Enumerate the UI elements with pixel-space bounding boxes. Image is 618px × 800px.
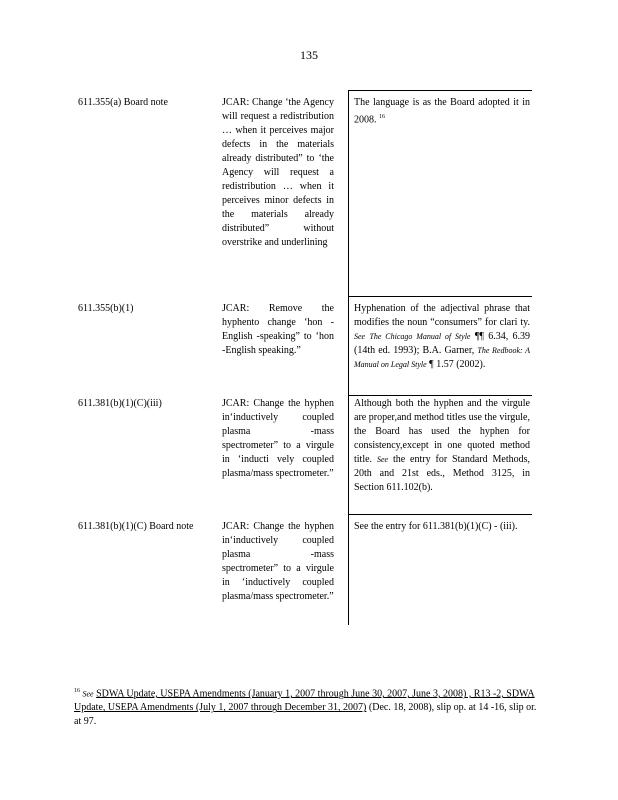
provision-cell: 611.381(b)(1)(C)(iii) (78, 398, 162, 409)
comment-text: the entry for Standard Methods, 20th and 21st eds., Method 3125, in Section 611.102(b). (354, 454, 530, 493)
change-cell: JCAR: Change the hyphen in‘inductively coupled plasma -mass spectrometer” to a virgule in ‘inducti vely coupled plasma/mass spectrometer.” (222, 398, 334, 479)
table-row-divider (348, 296, 532, 297)
footnote-citation: SDWA Update, USEPA Amendments (January 1, 2007 through June 30, 2007, June 3, 2008) , R13 -2, SDWA Update, USEPA Amendments (July 1, 2007 through December 31, 2007) (74, 688, 535, 714)
table-row-divider (348, 395, 532, 396)
change-cell: JCAR: Change the hyphen in‘inductively coupled plasma -mass spectrometer” to a virgule in ‘inductively coupled plasma/mass spectrometer.” (222, 521, 334, 602)
footnote-ref: 16 (379, 114, 385, 120)
footnote (74, 684, 538, 729)
footnote-citation-end: (Dec. 18, 2008), slip op. at 14 -16, slip or. at 97. (74, 702, 537, 728)
see-signal: See (376, 455, 389, 464)
table-row-divider (348, 90, 532, 91)
comment-text: The language is as the Board adopted it in 2008. (354, 97, 530, 126)
comment-text: ¶¶ 6.34, 6.39 (14th ed. 1993); B.A. Garner, (354, 331, 531, 356)
provision-cell: 611.381(b)(1)(C) Board note (78, 521, 194, 532)
source-title: The Chicago Manual of Style (369, 332, 471, 341)
source-title: The Redbook: A Manual on Legal Style (354, 346, 531, 369)
comment-cell: See the entry for 611.381(b)(1)(C) - (iii). (354, 521, 518, 532)
comment-cell (354, 96, 530, 127)
comment-text: ¶ 1.57 (2002). (429, 359, 486, 370)
change-cell: JCAR: Change ‘the Agency will request a redistribution … when it perceives major defects in the materials already distributed” to ‘the Agency will request a redistribution … when it perceives minor defects in the materials already distributed” without overstrike and underlining (222, 97, 334, 248)
comment-text: Although both the hyphen and the virgule are proper,and method titles use the virgule, the Board has used the hyphen for consistency,except in one quoted method title. (354, 398, 530, 465)
comment-cell (354, 302, 530, 372)
see-signal: See (354, 332, 366, 341)
provision-cell: 611.355(b)(1) (78, 303, 134, 314)
change-cell: JCAR: Remove the hyphento change ‘hon - English -speaking” to ‘hon -English speaking.” (222, 303, 334, 356)
see-signal: See (82, 689, 94, 699)
footnote-number: 16 (74, 688, 80, 694)
comment-cell (354, 397, 530, 495)
table-column-divider (348, 90, 349, 625)
page-number: 135 (300, 48, 318, 62)
table-row-divider (348, 514, 532, 515)
comment-text: Hyphenation of the adjectival phrase that modifies the noun “consumers” for clari ty. (354, 303, 530, 328)
provision-cell: 611.355(a) Board note (78, 97, 168, 108)
